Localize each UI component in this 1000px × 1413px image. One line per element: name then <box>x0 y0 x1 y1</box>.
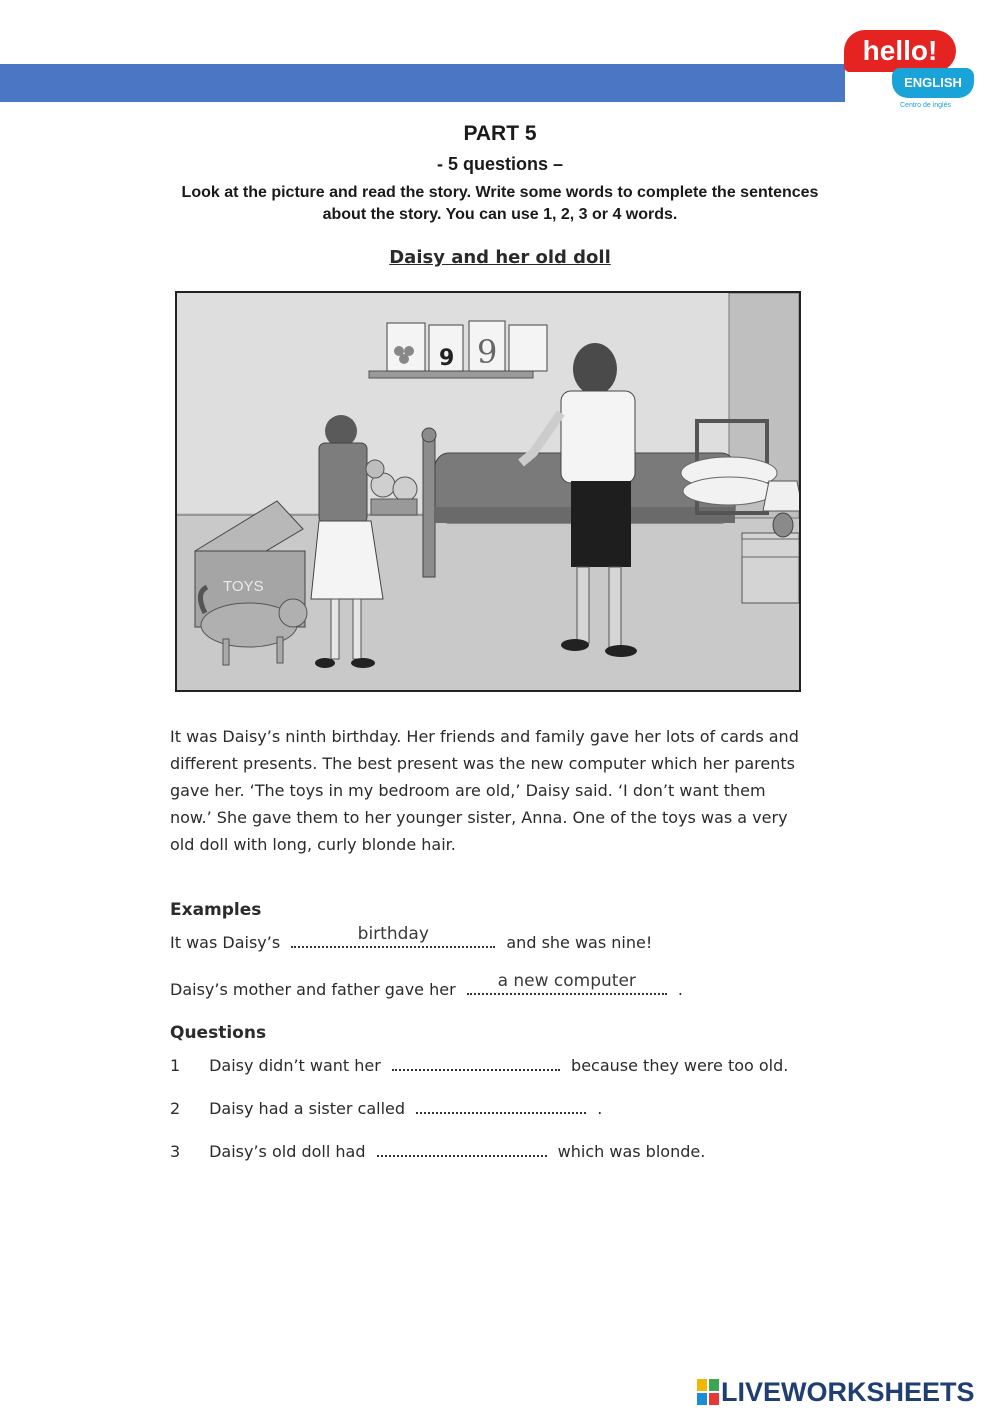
question-row <box>170 1055 788 1075</box>
toys-box-label: TOYS <box>223 578 264 595</box>
example-row <box>170 971 683 999</box>
question-number: 1 <box>170 1056 181 1075</box>
story-paragraph: It was Daisy’s ninth birthday. Her friends and family gave her lots of cards and different presents. The best present was the new computer which her parents gave her. ‘The toys in my bedroom are old,’ Daisy said. ‘I don’t want them now.’ She gave them to her younger sister, Anna. One of the toys was a very old doll with long, curly blonde hair. <box>170 727 799 854</box>
answer-blank-1[interactable] <box>392 1055 560 1071</box>
svg-text:9: 9 <box>439 346 455 371</box>
example-row <box>170 924 653 952</box>
example-text-after: . <box>677 980 683 999</box>
question-text-after: because they were too old. <box>571 1056 789 1075</box>
logo-english-badge: ENGLISH <box>892 68 974 98</box>
liveworksheets-logo <box>697 1377 975 1408</box>
story-title: Daisy and her old doll <box>389 247 611 268</box>
liveworksheets-icon <box>697 1379 719 1405</box>
bedroom-scene-image <box>177 293 799 690</box>
example-text-before: Daisy’s mother and father gave her <box>170 980 456 999</box>
answer-blank-3[interactable] <box>377 1141 547 1157</box>
question-number: 2 <box>170 1099 181 1118</box>
example-text-after: and she was nine! <box>506 933 653 952</box>
liveworksheets-text: LIVEWORKSHEETS <box>721 1377 975 1407</box>
story-illustration <box>175 291 801 692</box>
question-text-before: Daisy had a sister called <box>209 1099 406 1118</box>
logo-tagline: Centro de inglés <box>900 102 951 109</box>
question-text-after: . <box>597 1099 603 1118</box>
question-text-before: Daisy’s old doll had <box>209 1142 366 1161</box>
instructions: Look at the picture and read the story. Write some words to complete the sentences about the story. You can use 1, 2, 3 or 4 words. <box>181 184 819 223</box>
svg-text:9: 9 <box>477 333 498 371</box>
question-text-after: which was blonde. <box>557 1142 706 1161</box>
part-title: PART 5 <box>463 122 537 145</box>
answer-blank-2[interactable] <box>416 1098 586 1114</box>
example-text-before: It was Daisy’s <box>170 933 281 952</box>
question-text-before: Daisy didn’t want her <box>209 1056 381 1075</box>
questions-heading: Questions <box>170 1023 267 1043</box>
example-answer: a new computer <box>497 971 636 991</box>
logo-hello-badge: hello! <box>844 30 956 72</box>
question-row <box>170 1141 705 1161</box>
header-bar <box>0 64 845 102</box>
hello-english-logo <box>842 26 1000 116</box>
question-number: 3 <box>170 1142 181 1161</box>
example-answer-blank <box>291 924 495 948</box>
example-answer: birthday <box>357 924 429 944</box>
question-row <box>170 1098 602 1118</box>
examples-heading: Examples <box>170 900 262 920</box>
example-answer-blank <box>467 971 667 995</box>
question-count: - 5 questions – <box>436 154 564 174</box>
